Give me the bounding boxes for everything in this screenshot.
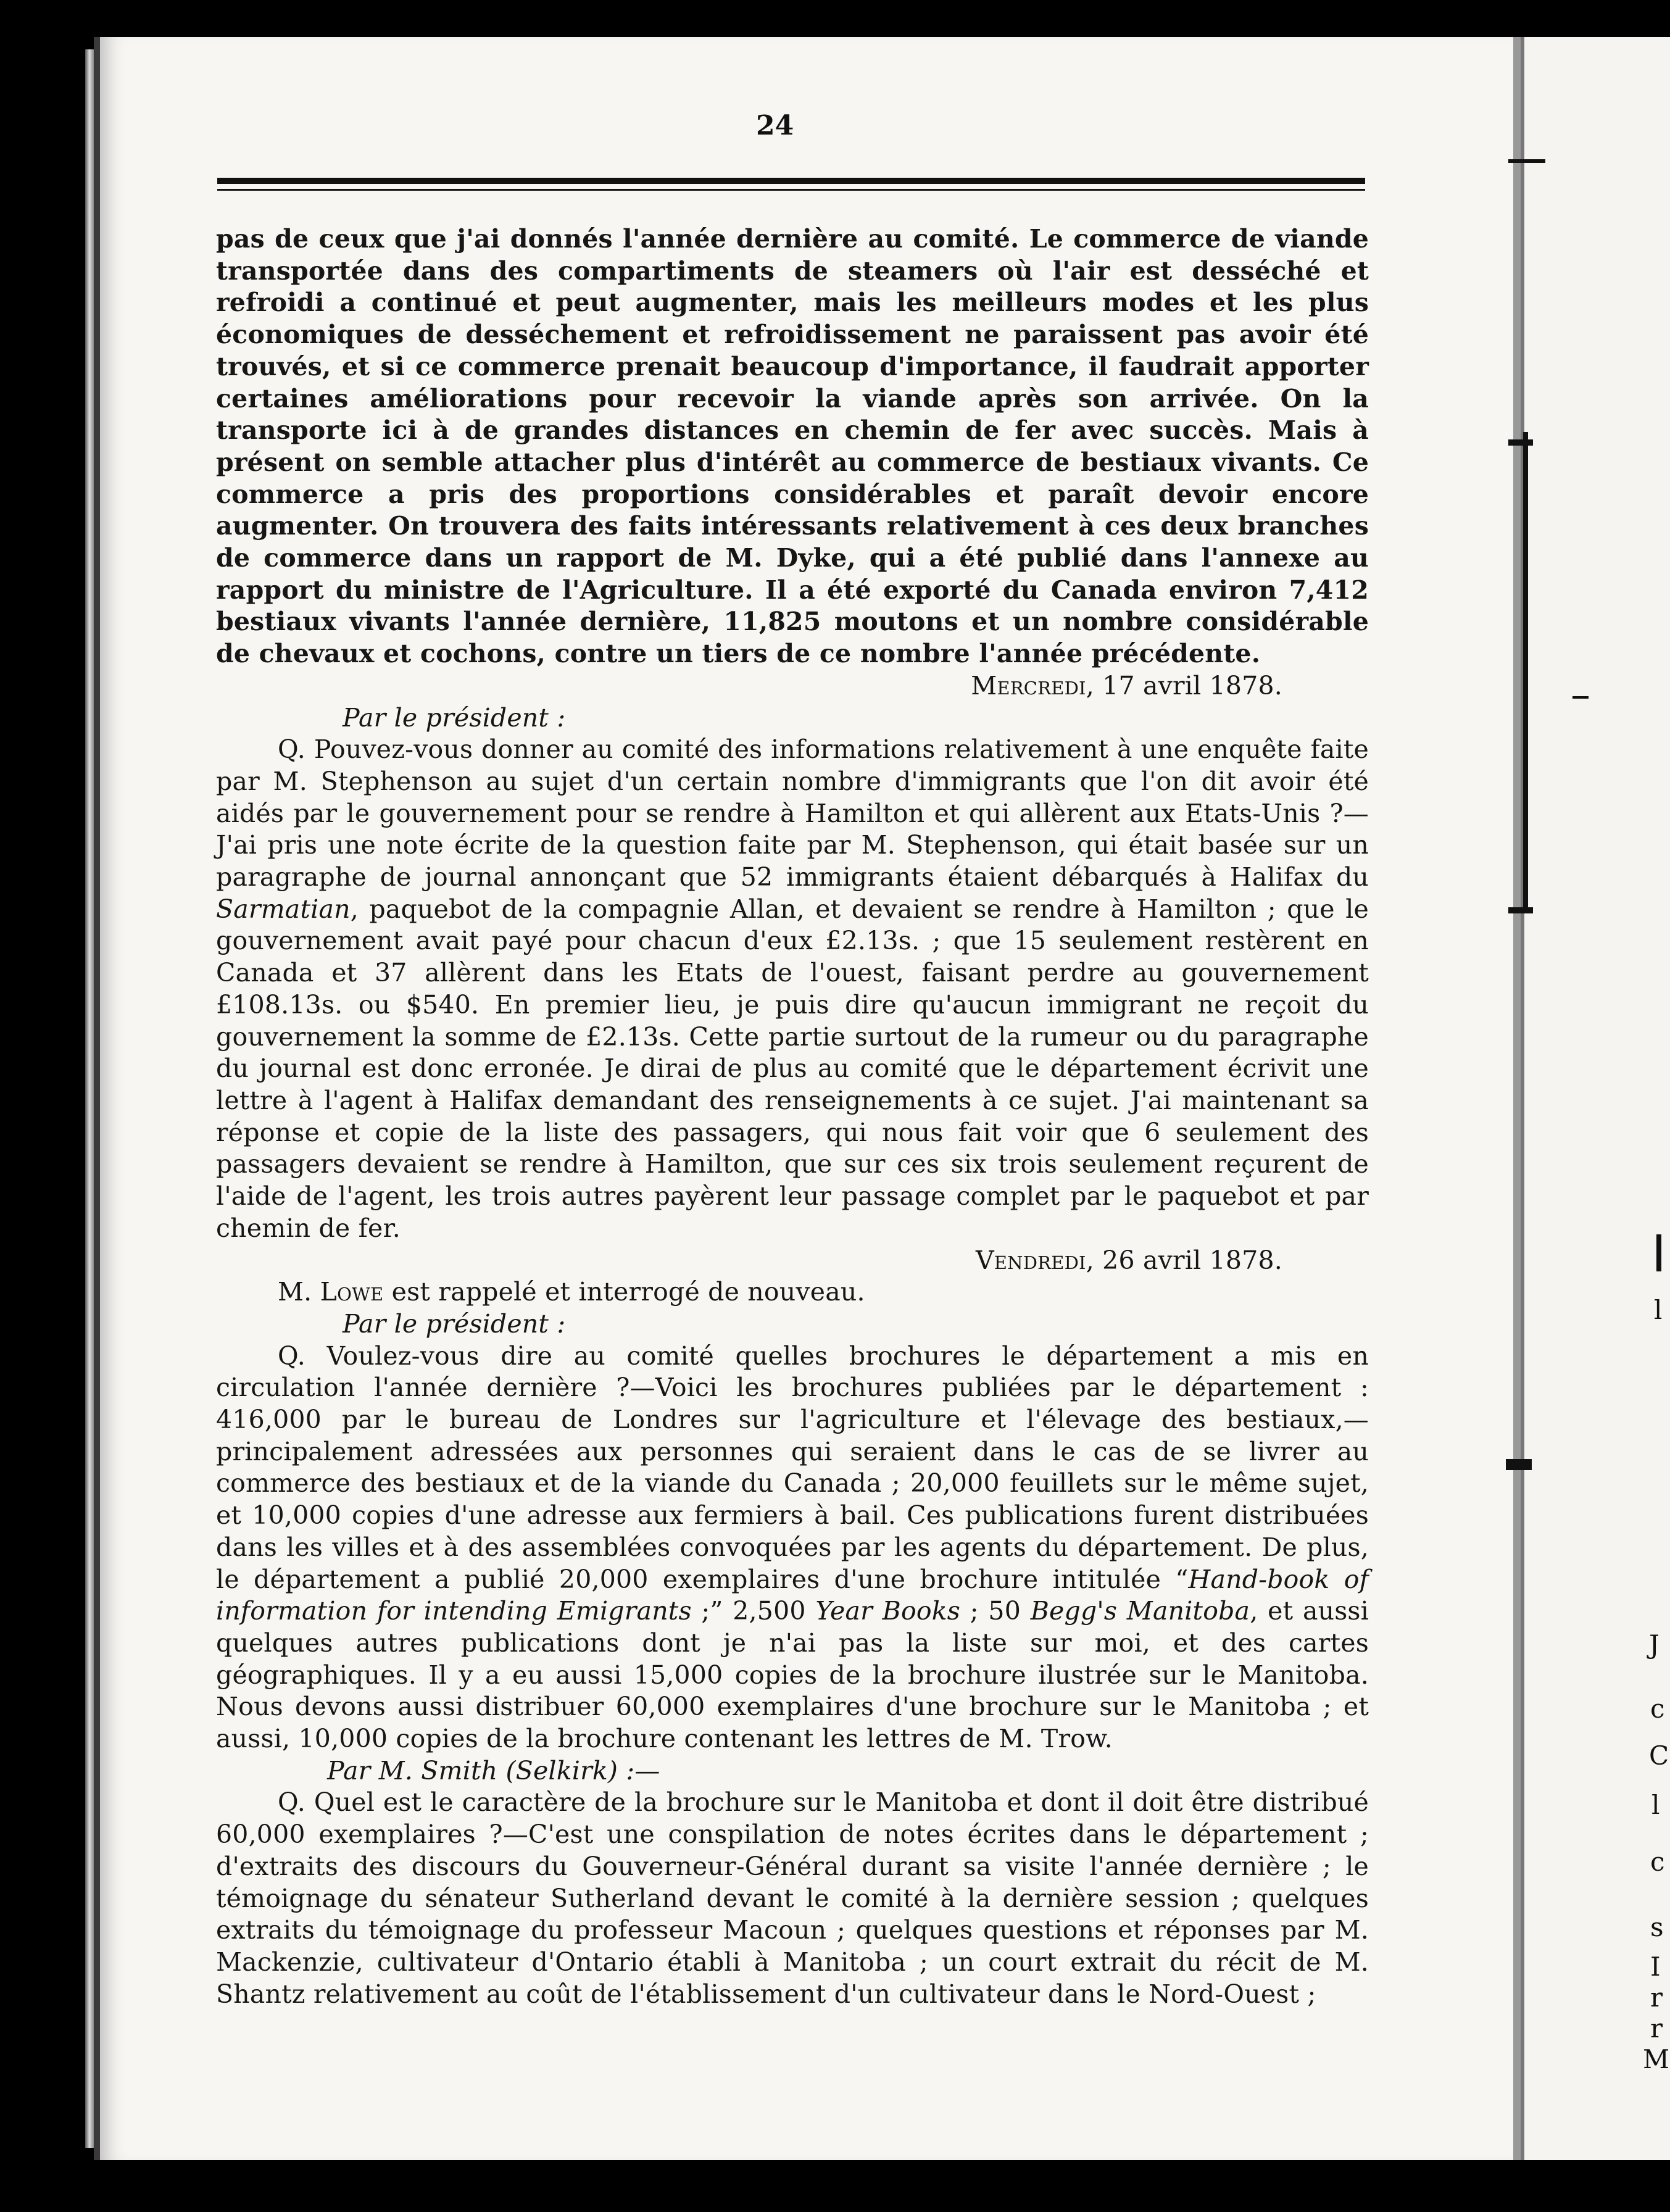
page-edge xyxy=(85,49,94,2148)
speaker-text-end: ) :— xyxy=(607,1755,660,1786)
date-day: Vendredi xyxy=(975,1245,1086,1275)
speaker-riding: Selkirk xyxy=(515,1755,608,1786)
publication-title: Hand-book of information for intending Emigrants xyxy=(216,1564,1369,1626)
book-binding xyxy=(1513,37,1521,2160)
facing-page-letter: l xyxy=(1654,1295,1663,1325)
para2-text: Q. Pouvez-vous donner au comité des informations relativement à une enquête faite par M. Stephenson au sujet d'un certain nombre d'immigrants que l'on dit avoir été aidés par le gouvernement pour se rendre à Hamilton et qui allèrent aux Etats-Unis ?—J'ai pris une note écrite de la question faite par M. Stephenson, qui était basée sur un paragraphe de journal annonçant que 52 immigrants étaient débarqués à Halifax du xyxy=(216,734,1369,892)
header-rule-thick xyxy=(217,178,1365,184)
witness-name: M. Lowe xyxy=(278,1277,384,1307)
date-heading-1 xyxy=(216,670,1369,702)
facing-page-letter: s xyxy=(1650,1912,1664,1942)
facing-page-letter: C xyxy=(1649,1740,1669,1771)
date-day: Mercredi xyxy=(971,670,1086,701)
facing-page-mark xyxy=(1508,159,1545,163)
speaker-text: Par M. Smith ( xyxy=(327,1755,516,1786)
facing-page-mark xyxy=(1508,439,1533,446)
facing-page xyxy=(1521,37,1670,2160)
facing-page-letter: l xyxy=(1651,1790,1660,1820)
facing-page-letter: J xyxy=(1649,1629,1660,1660)
witness-intro xyxy=(216,1276,1369,1308)
paragraph-commerce: pas de ceux que j'ai donnés l'année dernière au comité. Le commerce de viande transportée dans des compartiments de steamers où l'air est desséché et refroidi a continué et peut augmenter, mais les meilleurs modes et les plus économiques de desséchement et refroidissement ne paraissent pas avoir été trouvés, et si ce commerce prenait beaucoup d'importance, il faudrait apporter certaines améliorations pour recevoir la viande après son arrivée. On la transporte ici à de grandes distances en chemin de fer avec succès. Mais à présent on semble attacher plus d'intérêt au commerce de bestiaux vivants. Ce commerce a pris des proportions considérables et paraît devoir encore augmenter. On trouvera des faits intéressants relativement à ces deux branches de commerce dans un rapport de M. Dyke, qui a été publié dans l'annexe au rapport du ministre de l'Agriculture. Il a été exporté du Canada environ 7,412 bestiaux vivants l'année dernière, 11,825 moutons et un nombre considérable de chevaux et cochons, contre un tiers de ce nombre l'année précédente. xyxy=(216,224,1369,669)
facing-page-letter: r xyxy=(1650,1982,1663,2013)
facing-page-mark xyxy=(1508,907,1533,913)
para3-text: Q. Voulez-vous dire au comité quelles brochures le département a mis en circulation l'année dernière ?—Voici les brochures publiées par le département : 416,000 par le bureau de Londres sur l'agriculture et l'élevage des bestiaux,—principalement adressées aux personnes qui seraient dans le cas de se livrer au commerce des bestiaux et de la viande du Canada ; 20,000 feuillets sur le même sujet, et 10,000 copies d'une adresse aux fermiers à bail. Ces publications furent distribuées dans les villes et à des assemblées convoquées par les agents du département. De plus, le département a publié 20,000 exemplaires d'une brochure intitulée “ xyxy=(216,1341,1369,1594)
paragraph-stephenson xyxy=(216,734,1369,1244)
facing-page-mark xyxy=(1523,432,1528,913)
facing-page-letter: c xyxy=(1650,1847,1665,1877)
facing-page-letter: r xyxy=(1650,2013,1663,2044)
publication-title: Year Books xyxy=(815,1596,961,1626)
page-number: 24 xyxy=(756,110,794,141)
para3-text-d: , et aussi quelques autres publications dont je n'ai pas la liste sur moi, et des cartes géographiques. Il y a eu aussi 15,000 copies de la brochure ilustrée sur le Manitoba. Nous devons aussi distribuer 60,000 exemplaires d'une brochure sur le Manitoba ; et aussi, 10,000 copies de la brochure contenant les lettres de M. Trow. xyxy=(216,1596,1369,1754)
witness-intro-text: est rappelé et interrogé de nouveau. xyxy=(383,1277,865,1307)
para3-text-c: ; 50 xyxy=(960,1596,1031,1626)
speaker-president-2: Par le président : xyxy=(343,1308,566,1339)
facing-page-letter: c xyxy=(1650,1694,1665,1724)
para2-text-b: , paquebot de la compagnie Allan, et devaient se rendre à Hamilton ; que le gouvernement avait payé pour chacun d'eux £2.13s. ; que 15 seulement restèrent en Canada et 37 allèrent dans les Etats de l'ouest, faisant perdre au gouvernement £108.13s. ou $540. En premier lieu, je puis dire qu'aucun immigrant ne reçoit du gouvernement la somme de £2.13s. Cette partie surtout de la rumeur ou du paragraphe du journal est donc erronée. Je dirai de plus au comité que le département écrivit une lettre à l'agent à Halifax demandant des renseignements à ce sujet. J'ai maintenant sa réponse et copie de la liste des passagers, qui nous fait voir que 6 seulement des passagers devaient se rendre à Hamilton, que sur ces six trois seulement reçurent de l'aide de l'agent, les trois autres payèrent leur passage complet par le paquebot et par chemin de fer. xyxy=(216,894,1369,1243)
facing-page-mark xyxy=(1572,696,1589,699)
speaker-president-1: Par le président : xyxy=(343,702,566,733)
speaker-smith xyxy=(216,1755,1369,1787)
facing-page-mark xyxy=(1656,1234,1661,1271)
paragraph-brochures xyxy=(216,1341,1369,1755)
header-rule-thin xyxy=(217,189,1365,191)
para3-text-b: ;” 2,500 xyxy=(691,1596,816,1626)
facing-page-letter: I xyxy=(1650,1952,1661,1982)
paragraph-manitoba: Q. Quel est le caractère de la brochure sur le Manitoba et dont il doit être distribué 60,000 exemplaires ?—C'est une conspilation de notes écrites dans le département ; d'extraits des discours du Gouverneur-Général durant sa visite l'année dernière ; le témoignage du sénateur Sutherland devant le comité à la dernière session ; quelques extraits du témoignage du professeur Macoun ; quelques questions et réponses par M. Mackenzie, cultivateur d'Ontario établi à Manitoba ; un court extrait du récit de M. Shantz relativement au coût de l'établissement d'un cultivateur dans le Nord-Ouest ; xyxy=(216,1787,1369,2009)
ship-name: Sarmatian xyxy=(216,894,351,924)
date-rest: , 26 avril 1878. xyxy=(1086,1245,1282,1275)
facing-page-mark xyxy=(1506,1459,1532,1470)
body-text xyxy=(216,223,1369,2010)
date-heading-2 xyxy=(216,1245,1369,1277)
publication-title: Begg's Manitoba xyxy=(1030,1596,1250,1626)
date-rest: , 17 avril 1878. xyxy=(1086,670,1282,701)
facing-page-letter: M xyxy=(1643,2044,1670,2074)
